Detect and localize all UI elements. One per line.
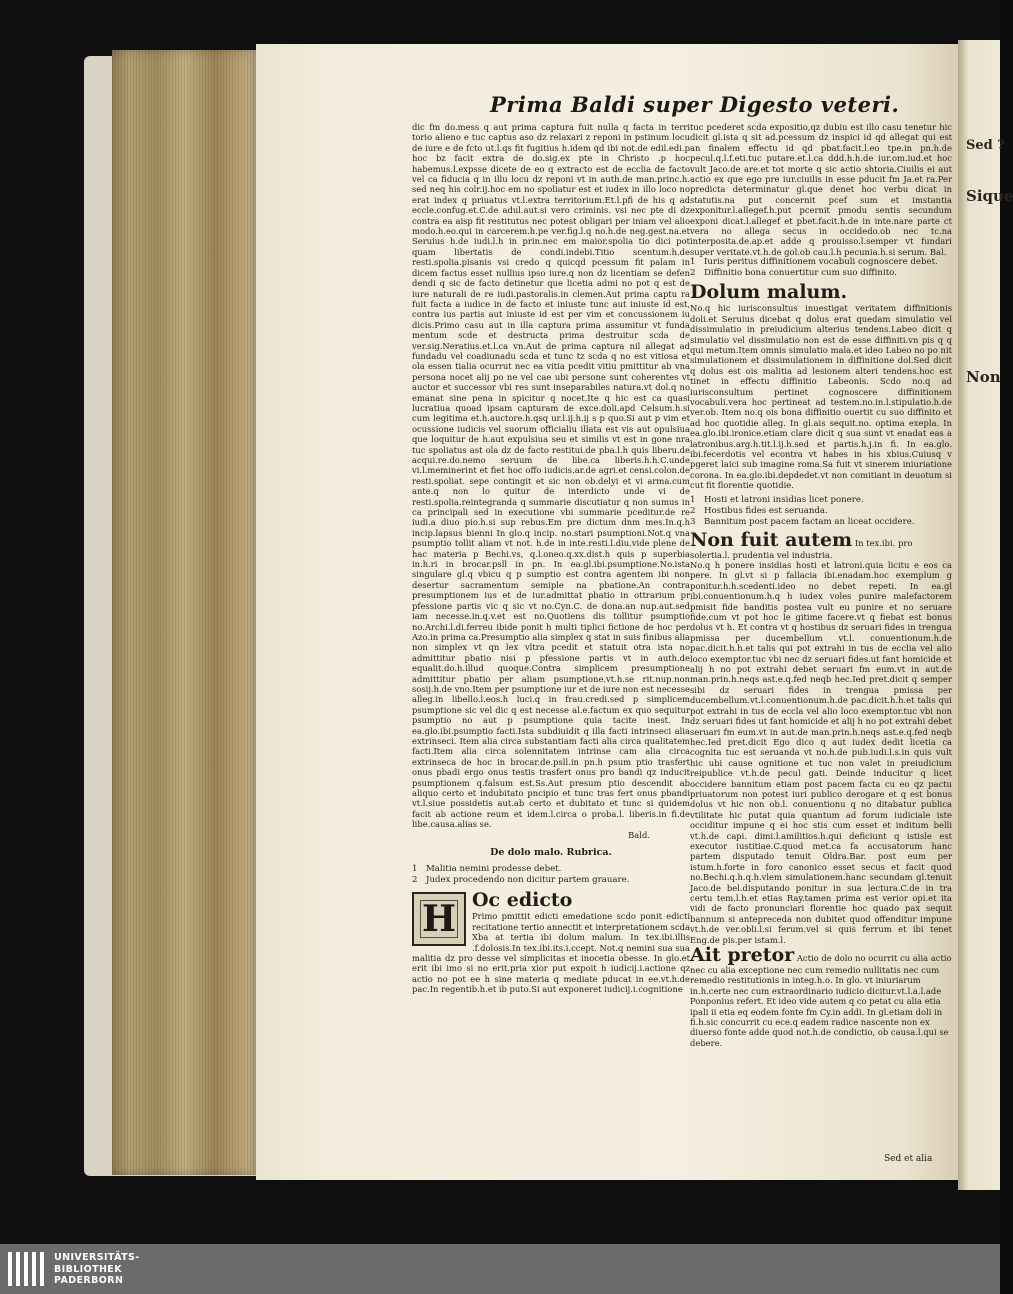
library-footer — [0, 1244, 1000, 1294]
summary-number: 2 — [690, 268, 696, 279]
facing-page-text: Sique — [966, 187, 1013, 205]
summary-item — [412, 864, 690, 875]
commentary-text: No.q hic iurisconsultus inuestigat veritatem diffinitionis doli.et Seruius dicebat q dolus erat quedam simulatio vel dissimulatio in preiudicium alterius tendens.Labeo dicit q simulatio vel dissimulatio non est de esse diffiniti.vn pis q q qui metum.Item omnis simulatio mala.et ideo Labeo no po nit simulationem et dissimulationem in diffinitione dol.Sed dicit q dolus est ois malitia ad lesionem alteri tendens.hoc est tinet in effectu diffinitio Labeonis. Scdo no.q ad iurisconsultum pertinet cognoscere diffinitionem vocabuli.vera hoc pertineat ad testem.no.in.l.stipulatio.h.de ver.ob. Item no.q ois bona diffinitio ouertit cu suo diffinito et ad hoc quotidie alleg. In gl.ais sequit.no. optima exepla. In ea.glo.ibi.ironice.etiam clare dicit q sua sunt vt enadat eas a latronibus.arg.h.tit.l.ij.h.sed et partis.h.j.in fi. In ea.glo. ibi.fecerdotis vel econtra vt habes in his xbius.Cuiusq v pgeret laici sub imagine roma.Sa fuit vt sinerem iniuriatione corona. In ea.glo.ibi.depdedet.vt non comitiant in deuotum si cut fit florentie quotidie. — [690, 303, 952, 491]
section-block — [690, 530, 952, 560]
section-heading: Non fuit autem — [690, 528, 853, 551]
right-column — [690, 122, 952, 1048]
summary-number: 1 — [690, 257, 696, 268]
summary-text: Iuris peritus diffinitionem vocabuli cognoscere debet. — [704, 257, 938, 268]
summary-text: Hosti et latroni insidias licet ponere. — [704, 494, 864, 505]
commentary-text: tuc pcederet scda expositio,qz dubiu est illo casu tenetur hic dicit gl.ista q sit ad.pcessum dz inspici id qd allegat qui est an finalem effectu id qd pbat.facit.l.eo tpe.in pn.h.de pecul.q.l.f.eti.tuc putare.et.l.ca ddd.h.h.de iur.om.iud.et hoc vult Jaco.de are.et tot morte q sic actio shtoria.Ciuilis ei aut actio ex que ego pre iur.ciuilis in esse pducit fm Ja.et ra.Per predicta determinatur gl.que denet hoc verbu dicat in statutis.na put concernit pcef sum et imstantia exponitur.l.allegef.h.put pcernit pmodu sentis secundum exponi dicat.l.allegef et pbet.facit.h.de in inte.nare parte ct vera no allega secus in occidedo.ob nec tc.na interposita.de.ap.et adde q prouisso.l.semper vt fundari super veritate.vt.h.de gol.ob cau.l.h pecunia.h.si serum. Bal. — [690, 122, 952, 257]
summary-number: 3 — [690, 516, 696, 527]
summary-text: Bannitum post pacem factam an liceat occidere. — [704, 516, 915, 527]
library-logo-text — [54, 1252, 140, 1287]
left-column — [412, 122, 690, 995]
facing-page-text: Non — [966, 368, 1001, 386]
facing-page-fragment — [958, 40, 1013, 1190]
section-heading-tail: In tex.ibi. pro solertia.l. prudentia vel industria. — [690, 537, 913, 560]
summary-number: 2 — [690, 505, 696, 516]
logo-line: UNIVERSITÄTS- — [54, 1252, 140, 1263]
section-heading: Dolum malum. — [690, 281, 848, 304]
summary-item — [690, 495, 952, 506]
commentary-text: dic fm do.mess q aut prima captura fuit nulla q facta in terri torio alieno e tuc captus aso dz relaxari z reponi in pstinum locu de iure e de fcto ut.l.qs fit fugitius h.idem qd ibi not.de edil.edi.p hoc bz facit extra de do.sig.ex pte in Christo .p hoc habemus.l.expsse dicete de eo q extracto est de ecclia de facto vel ca fiducia q in illu locu dz reponi vt in auth.de man.princ.h. sed neq his colr.ij.hoc em no spoliatur est et iudex in illo loco no erat index q priuatus vt.l.extra territorium.Et.l.pfi de his q ad eccle.confug.et.C.de adul.aut.si vero criminis. vsi nec pte di dz contra ea aisp fit restitutus nec potest obligari per iniam vel alio modo.h.eo.qui in carcerem.h.pe ver.fig.l.q no.h.de neg.gest.na.et Seruius h.de iudi.l.h in prin.nec em maior.spolia tio dici pot quam libertatis de condi.indebi.Titio scentum.h.de resti.spolia.pisanis vsi credo q quicqd pcessum fit palam in dicem factus esset nullius ipso iure.q non dz licentiam se defen dendi q sic de facto detinetur que licetia admi no pot q est de iure naturali de re iudi.pastoralis.in clemen.Aut prima captu ra fuit facta a iudice in de facto et iniuste tunc aut iniuste id est, contra ius partis aut iniuste id est per vim et concussionem iu dicis.Primo casu aut in illa captura prima assumitur vt funda mentum scde et destructa prima destruitur scda de ver.sig.Neratius.et.l.ca vn.Aut de prima captura nil allegat ad fundadu vel coadiunadu scda et tunc tz scda q no est vitiosa et ola essen tialia ocurrut nec ea vitia pcedit vitiu pmittitur ab vna persona nocet alij po ne vel cae ubi persone sunt coherentes vt auctor et successor vbi res sunt inseparabiles natura.vt dol.q no emanat sine pena in spicitur q nocet.Ite q hic est ca quasi lucratiua quoad ipsam capturam de exce.doli.apd Celsum.h.si cum legitima et.h.auctore.h.qsq ur.l.ij.h.ij s p quo.Si aut p vim et ocussione iudicis vel suorum officialiu illata est vis aut opulsiua que loquitur de h.aut expulsiua seu et similis vt est in gone nra tuc spoliatus ast ola dz de facto restitui.de pba.l.h quis liberu.de acqui.re.do.nemo seruum de libe.ca liberis.h.h.C.unde vi.l.meminerint et fiet hoc offo iudicis.ar.de agri.et censi.colon.de resti.spoliat. sepe contingit et sic non ob.delyi et vi arma.cum ante.q non lo quitur de interdicto unde vi de resti.spolia.reintegranda q summarie discutiatur q non sumus in ca principali sed in executione vbi summarie pceditur.de re iudi.a diuo pio.h.si sup rebus.Em pre dictum dnm mes.In.q.h incip.lapsus bienni In glo.q incip. no.stari psumptioni.Not.q vna psumptio tollit aliam vt not. h.de in inte.resti.l.diu.vide plene de hac materia p Bechi.vs, q.l.oneo.q.xx.dist.h quis p superbia in.h.ri in brocar.psll in pn. In ea.gl.ibi.psumptione.No.ista singulare gl.q vbicu q p sumptio est contra agentem ibi non desertur sacramentum semiple na pbatione.An contra presumptionem ius et de iur.admittat pbatio in ottrarium pr pfessione partis vic q sic vt no.Cyn.C. de dona.an nup.aut.sed iam necesse.in.q.v.et est no.Quotiens dis tollitur psumptio no.Archi.l.di.ferreu ibide ponit h multi tiplici fictione de hoc per Azo.in prima ca.Presumptio alia simplex q stat in suis finibus alia non simplex vt qn lex vltra pcedit et statuit otra ista no admittitur pbatio nisi p pfessione partis vt in auth.de equalit.do.h.illud quoque.Contra simplicem presumptione admittitur pbatio per aliam psumptione.vt.h.se rit.nup.non sosij.h.de vno.Item per psumptione iur et de iure non est necesse alleg.in libello.l.eos.h luci.q in frau.credi.sed p simplicem psumptione sic vel dic q est necesse al.e.factum ex quo sequitur psumptio no aut p psumptione quia tacite inest. In ea.glo.ibi.psumptio facti.Ista subdiuidit q illa facti intrinseci alia extrinseci. Item alia circa substantiam facti alia circa qualitatem facti.Item alia circa solennitatem intrinse cam alia circa extrinseca de hoc in brocar.de.psll.in pn.h psum ptio trasfert onus pbadi ergo onus testis trasfert onus pro bandi qz inducit psumptionem q.falsum est.Ss.Aut presum ptio descendit ab aliquo certo et indubitato pncipio et tunc tras fert onus pbandi vt.l.siue possidetis aut.ab certo et dubitato et tunc si quidem facit ab actione reum et idem.l.circa o proba.l. liberis.in fi.de libe.causa.alias se. — [412, 122, 690, 830]
logo-line: BIBLIOTHEK — [54, 1263, 122, 1275]
page-block-edge — [112, 50, 258, 1175]
summary-text: Hostibus fides est seruanda. — [704, 505, 828, 516]
summary-number: 2 — [412, 875, 418, 886]
summary-item — [690, 268, 952, 279]
summary-item — [690, 506, 952, 517]
commentary-text: Primo pmittit edicti emedatione scdo ponit edicti recitatione tertio annectit et interpretationem scda Xba at tertia ibi dolum malum. In tex.ibi.illis .f.dolosis.In tex.ibi.its.i.ccept. Not.q nemini sua sua malitia dz pro desse vel simplicitas et inocetia obesse. In glo.et erit ibi imo si no erit.pria xior put expoit h iudicij.i.actione qz actio no pot ee h sine materia q mediate pducat in ee.vt.h.de pac.In regentib.h.et ib puto.Si aut exponeret iudicij.i.cognitione — [412, 911, 690, 995]
summary-text: Diffinitio bona conuertitur cum suo diffinito. — [704, 268, 897, 279]
section-heading: Ait pretor — [690, 944, 795, 967]
summary-item — [690, 257, 952, 268]
section-heading: Oc edicto — [472, 889, 573, 912]
decorated-initial — [412, 892, 466, 946]
summary-text: Judex procedendo non dicitur partem grauare. — [426, 875, 630, 886]
commentary-text: Actio de dolo no ocurrit cu alia actio nec cu alia exceptione nec cum remedio nullitatis nec cum remedio restitutionis in integ.h.o. In glo. vt iniuriarum in.h.certe nec cum extraordinario iudicio dicitur.vt.l.a.l.ade Ponponius refert. Et ideo vide autem q co petat cu alia etia ipali ii etia eq eodem fonte fm Cy.in addi. In gl.etiam doli in fi.h.sic concurrit cu ece.q eadem radice nascente non ex diuerso fonte adde quod not.h.de condictio, ob causa.l.qui se debere. — [690, 953, 952, 1048]
author-mark: Bald. — [628, 829, 650, 840]
section-block — [412, 890, 690, 994]
summary-item — [412, 875, 690, 886]
running-head: Prima Baldi super Digesto veteri. — [490, 92, 900, 117]
library-logo-icon — [8, 1252, 44, 1286]
facing-page-text: Sed ? — [966, 138, 1005, 153]
initial-letter: H — [421, 898, 456, 941]
summary-text: Malitia nemini prodesse debet. — [426, 864, 562, 875]
initial-frame — [420, 898, 458, 941]
summary-number: 1 — [690, 494, 696, 505]
summary-number: 1 — [412, 864, 418, 875]
rubric-title: De dolo malo. Rubrica. — [490, 847, 612, 859]
catchword: Sed et alia — [884, 1154, 933, 1164]
commentary-text: No.q h ponere insidias hosti et latroni.quia licitu e eos ca pere. In gl.vt si p fallacia ibi.enadam.hoc exemplum g ponitur.h.h.scedenti.ideo no debet repeti. In ea.gl ibi.conuentionum.h.q h iudex voles punire malefactorem pmisit fide banditis postea vult eu punire et no seruare fide.cum vt pot hoc le gitime facere.vt q fiebat est bonus dolus vt h. Et contra vt q hostibus dz seruari fides in trengua pmissa per ducembellum vt.l. conuentionum.h.de pac.dicit.h.h.et talis qui pot extrahi in tus de ecclia vel alio loco exemptor.tuc vbi nec dz seruari fides.ut fant homicide et alij h no pot extrahi debet seruari fm eum.vt in aut.de man.prin.h.neqs ast.e.q.fed neqb hec.Ied pret.dicit q semper sibi dz seruari fides in trengua pmissa per ducembellum.vt.l.conuentionum.h.de pac.dicit.h.h.et talis qui pot extrahi in tus de eccla vel alio loco exemptor.tuc vbi non dz seruari fides ut fant homicide et alij h no pot extrahi debet seruari fm eum.vt in aut.de man.prin.h.neqs ast.e.q.fed neqb hec.Ied pret.dicit Ego dico q aut iudex dedit licetia ca cognita tuc est seruanda vt no.h.de pub.iudi.l.s.in quis vult hic ubi cause ognitione et tuc non valet in preiudicium reipublice vt.h.de pecul gati. Deinde inducitur q licet occidere bannitum etiam post pacem facta cu eo qz pactu priuatorum non potest iuri publico derogare et q est bonus dolus vt hic non ob.l. conuentionu q no ditabatur publica vtilitate hic putat quia quantum ad forum iudiciale iste occiditur impune q ei hoc stis cum esset et inditum belli vt.h.de capi. dimi.l.amilitios.h.qui deficiunt q istisle est executor iustitiae.C.quod met.ca fa accusatorum hanc partem disputado tenuit Oldra.Bar. post eum per istum.h.forte in foro canonico esset secus et facit quod no.Bechi.q.h.q.h.vlem simulationem.hanc secundam gl.tenuit Jaco.de bel.disputando ponitur in sua lectura.C.de in tra certu tem.l.h.et etias Ray.tamen prima est verior opi.et ita vidi de facto pronunciari florentie hoc quado pax sequit bannum si antepreceda non dubitet quod offenditur impune vt.h.de ver.obli.l.si ferum.vel si quis ferrum et ibi tenet Eng.de pis.per istam.l. — [690, 560, 952, 945]
logo-line: PADERBORN — [54, 1275, 124, 1286]
summary-item — [690, 517, 952, 528]
